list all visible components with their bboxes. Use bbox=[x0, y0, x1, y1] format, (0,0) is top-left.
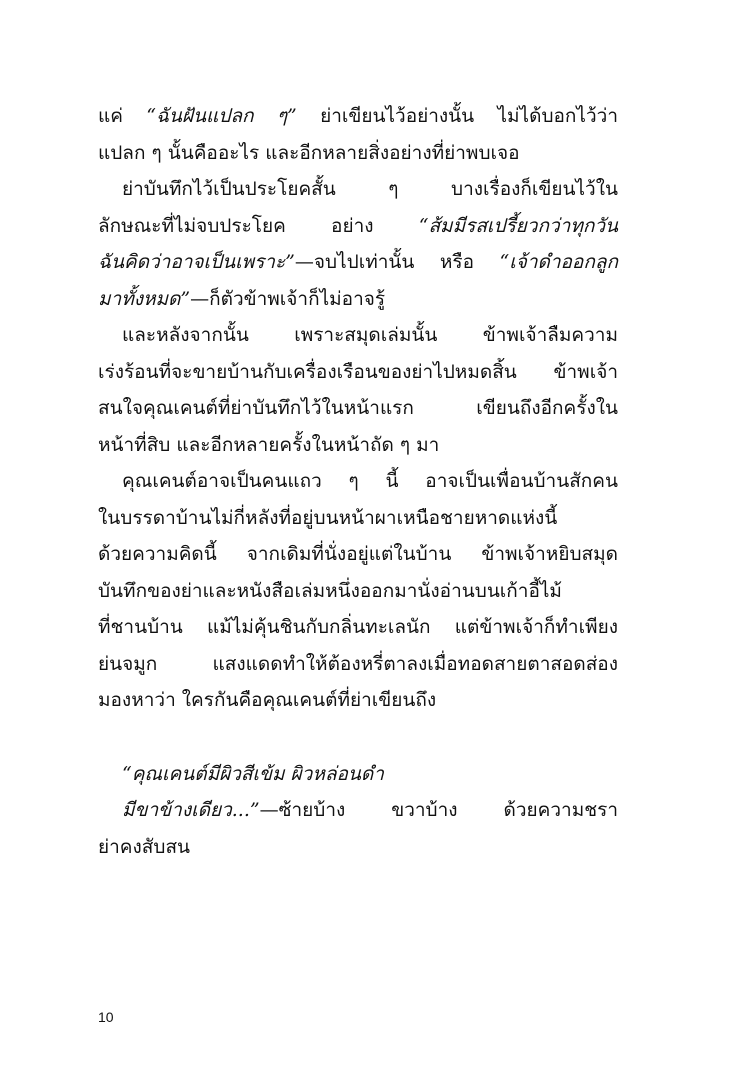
text-line: สนใจคุณเคนต์ที่ย่าบันทึกไว้ในหน้าแรก เขียนถึงอีกครั้งใน bbox=[98, 397, 618, 419]
text-line: ในบรรดาบ้านไม่กี่หลังที่อยู่บนหน้าผาเหนือชายหาดแห่งนี้ bbox=[98, 506, 558, 529]
italic-quote: มาทั้งหมด” bbox=[98, 287, 191, 310]
text-line: คุณเคนต์อาจเป็นคนแถว ๆ นี้ อาจเป็นเพื่อนบ้านสักคน bbox=[122, 470, 618, 492]
italic-quote: “ส้มมีรสเปรี้ยวกว่าทุกวัน bbox=[418, 214, 618, 237]
text-run: —จบไปเท่านั้น หรือ bbox=[294, 251, 500, 273]
text-line bbox=[98, 208, 618, 245]
text-line bbox=[98, 244, 618, 281]
text-line: แปลก ๆ นั้นคืออะไร และอีกหลายสิ่งอย่างที่ย่าพบเจอ bbox=[98, 141, 520, 164]
italic-quote: มีขาข้างเดียว...” bbox=[122, 799, 260, 821]
italic-quote: “ฉันฝันแปลก ๆ” bbox=[146, 105, 297, 127]
text-line bbox=[98, 792, 618, 829]
text-run: —ซ้ายบ้าง ขวาบ้าง ด้วยความชรา bbox=[259, 799, 618, 821]
text-run: ลักษณะที่ไม่จบประโยค อย่าง bbox=[98, 214, 419, 237]
text-line: ที่ชานบ้าน แม้ไม่คุ้นชินกับกลิ่นทะเลนัก แต่ข้าพเจ้าก็ทำเพียง bbox=[98, 616, 618, 638]
text-line bbox=[98, 98, 618, 135]
text-run: แค่ bbox=[98, 105, 147, 127]
text-line: ย่นจมูก แสงแดดทำให้ต้องหรี่ตาลงเมื่อทอดสายตาสอดส่อง bbox=[98, 652, 618, 675]
text-line: มองหาว่า ใครกันคือคุณเคนต์ที่ย่าเขียนถึง bbox=[98, 689, 437, 711]
text-line: เร่งร้อนที่จะขายบ้านกับเครื่องเรือนของย่าไปหมดสิ้น ข้าพเจ้า bbox=[98, 360, 618, 383]
text-line: ด้วยความคิดนี้ จากเดิมที่นั่งอยู่แต่ในบ้าน ข้าพเจ้าหยิบสมุด bbox=[98, 543, 618, 565]
text-run: —ก็ตัวข้าพเจ้าก็ไม่อาจรู้ bbox=[190, 287, 386, 310]
page-number: 10 bbox=[98, 1009, 114, 1025]
text-line: ย่าบันทึกไว้เป็นประโยคสั้น ๆ บางเรื่องก็เขียนไว้ใน bbox=[122, 178, 618, 200]
body-text bbox=[98, 98, 618, 865]
italic-quote: ฉันคิดว่าอาจเป็นเพราะ” bbox=[98, 251, 295, 273]
text-line: ย่าคงสับสน bbox=[98, 835, 191, 858]
italic-quote: “เจ้าดำออกลูก bbox=[499, 251, 618, 273]
text-line: บันทึกของย่าและหนังสือเล่มหนึ่งออกมานั่งอ่านบนเก้าอี้ไม้ bbox=[98, 579, 562, 602]
italic-quote: “คุณเคนต์มีผิวสีเข้ม ผิวหล่อนดำ bbox=[122, 762, 384, 785]
paragraph-gap bbox=[98, 719, 618, 756]
text-line: หน้าที่สิบ และอีกหลายครั้งในหน้าถัด ๆ มา bbox=[98, 433, 440, 456]
text-line: และหลังจากนั้น เพราะสมุดเล่มนั้น ข้าพเจ้าลืมความ bbox=[122, 324, 618, 346]
text-line bbox=[98, 281, 618, 318]
text-line bbox=[98, 756, 618, 793]
text-run: ย่าเขียนไว้อย่างนั้น ไม่ได้บอกไว้ว่า bbox=[296, 105, 618, 127]
